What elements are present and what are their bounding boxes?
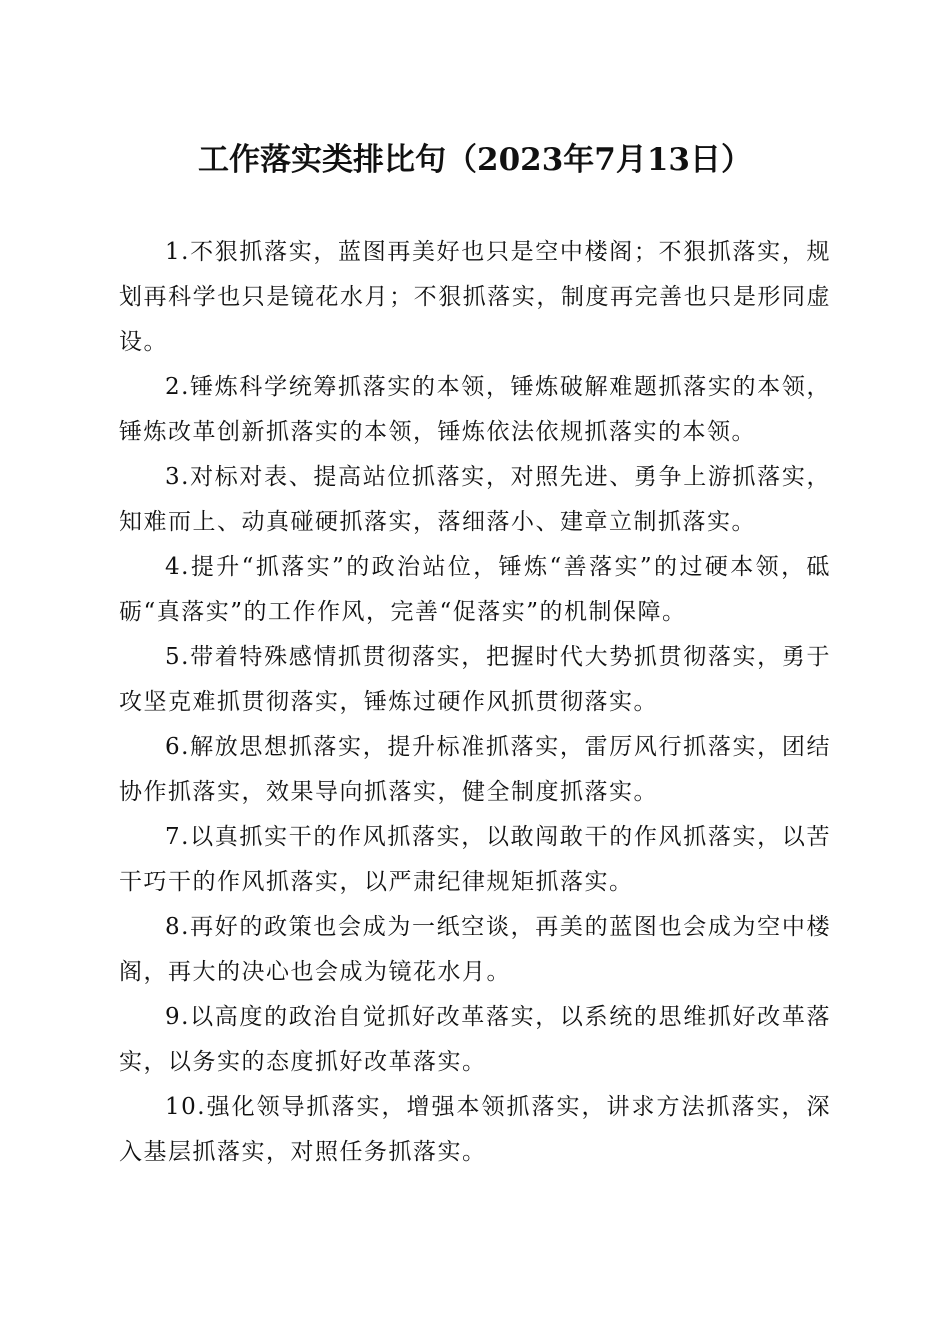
paragraph-7: 7.以真抓实干的作风抓落实，以敢闯敢干的作风抓落实，以苦干巧干的作风抓落实，以严肃纪律规矩抓落实。: [119, 824, 831, 895]
paragraph-5: 5.带着特殊感情抓贯彻落实，把握时代大势抓贯彻落实，勇于攻坚克难抓贯彻落实，锤炼过硬作风抓贯彻落实。: [119, 644, 831, 715]
document-body: [119, 230, 831, 1175]
paragraph-10: 10.强化领导抓落实，增强本领抓落实，讲求方法抓落实，深入基层抓落实，对照任务抓落实。: [119, 1094, 831, 1165]
paragraph-6: 6.解放思想抓落实，提升标准抓落实，雷厉风行抓落实，团结协作抓落实，效果导向抓落实，健全制度抓落实。: [119, 734, 831, 805]
paragraph-4: 4.提升“抓落实”的政治站位，锤炼“善落实”的过硬本领，砥砺“真落实”的工作作风，完善“促落实”的机制保障。: [119, 554, 831, 625]
paragraph-8: 8.再好的政策也会成为一纸空谈，再美的蓝图也会成为空中楼阁，再大的决心也会成为镜花水月。: [119, 914, 831, 985]
paragraph-3: 3.对标对表、提高站位抓落实，对照先进、勇争上游抓落实，知难而上、动真碰硬抓落实，落细落小、建章立制抓落实。: [119, 464, 831, 535]
paragraph-1: 1.不狠抓落实，蓝图再美好也只是空中楼阁；不狠抓落实，规划再科学也只是镜花水月；不狠抓落实，制度再完善也只是形同虚设。: [119, 239, 831, 355]
document-title: 工作落实类排比句（2023年7月13日）: [198, 142, 752, 178]
paragraph-9: 9.以高度的政治自觉抓好改革落实，以系统的思维抓好改革落实，以务实的态度抓好改革落实。: [119, 1004, 831, 1075]
paragraph-2: 2.锤炼科学统筹抓落实的本领，锤炼破解难题抓落实的本领，锤炼改革创新抓落实的本领，锤炼依法依规抓落实的本领。: [119, 374, 831, 445]
